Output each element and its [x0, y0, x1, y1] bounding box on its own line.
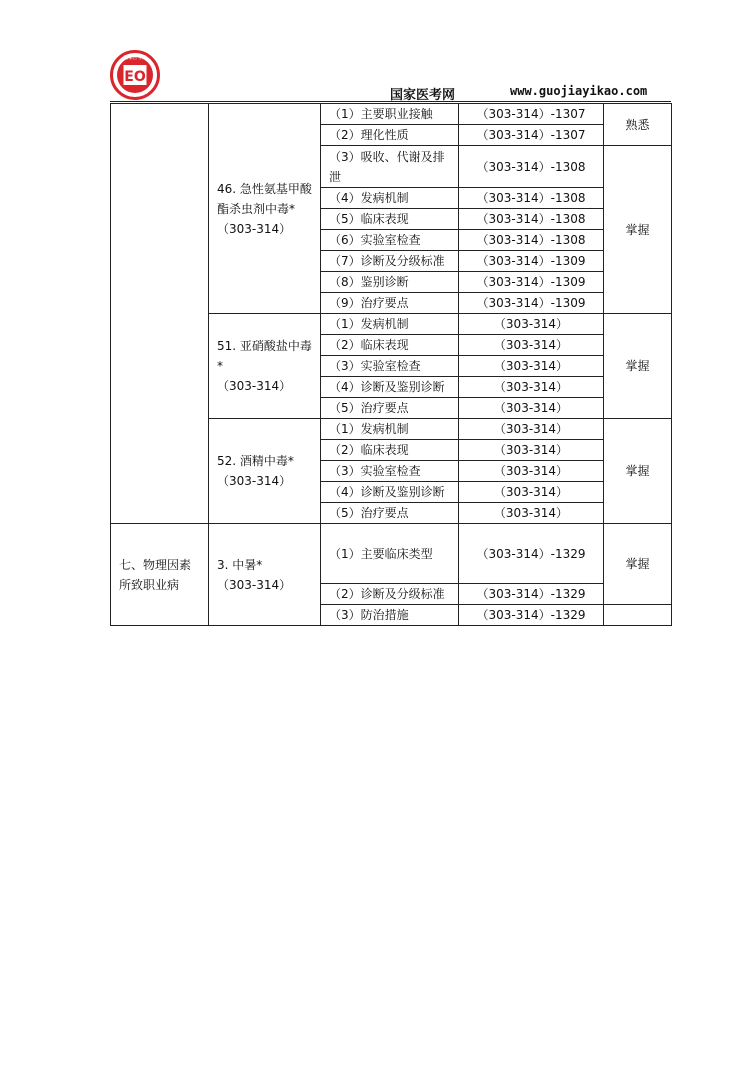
syllabus-table [110, 103, 672, 626]
logo-ring-text: 国家医考网 [123, 56, 147, 61]
requirement-cell: 掌握 [604, 524, 672, 605]
subitem-cell: （3）防治措施 [321, 605, 459, 626]
reference-cell: （303-314）-1329 [459, 605, 604, 626]
subitem-cell: （6）实验室检查 [321, 230, 459, 251]
reference-cell: （303-314） [459, 335, 604, 356]
subitem-cell: （5）治疗要点 [321, 503, 459, 524]
subitem-cell: （3）实验室检查 [321, 356, 459, 377]
reference-cell: （303-314）-1309 [459, 293, 604, 314]
reference-cell: （303-314） [459, 440, 604, 461]
subitem-cell: （2）临床表现 [321, 440, 459, 461]
reference-cell: （303-314）-1307 [459, 125, 604, 146]
site-logo [110, 50, 160, 100]
reference-cell: （303-314）-1308 [459, 209, 604, 230]
reference-cell: （303-314） [459, 461, 604, 482]
header-url: www.guojiayikao.com [510, 84, 648, 98]
reference-cell: （303-314）-1309 [459, 272, 604, 293]
item-cell [209, 314, 321, 419]
requirement-cell: 掌握 [604, 419, 672, 524]
header-site-name: 国家医考网 [390, 88, 456, 103]
reference-cell: （303-314）-1307 [459, 104, 604, 125]
item-code: （303-314） [217, 474, 292, 488]
reference-cell: （303-314） [459, 356, 604, 377]
reference-cell: （303-314）-1308 [459, 146, 604, 188]
item-title: 3. 中暑* [217, 557, 263, 572]
item-title: 52. 酒精中毒* [217, 454, 294, 468]
item-cell [209, 524, 321, 626]
logo-letters: EO [124, 69, 146, 85]
subitem-cell: （4）发病机制 [321, 188, 459, 209]
reference-cell: （303-314）-1309 [459, 251, 604, 272]
requirement-cell: 掌握 [604, 314, 672, 419]
subitem-cell: （1）主要职业接触 [321, 104, 459, 125]
unit-cell [111, 104, 209, 524]
item-title: 51. 亚硝酸盐中毒* [217, 339, 312, 373]
subitem-cell: （1）发病机制 [321, 314, 459, 335]
subitem-cell: （5）临床表现 [321, 209, 459, 230]
reference-cell: （303-314） [459, 503, 604, 524]
subitem-cell: （4）诊断及鉴别诊断 [321, 482, 459, 503]
subitem-cell: （5）治疗要点 [321, 398, 459, 419]
subitem-cell: （8）鉴别诊断 [321, 272, 459, 293]
subitem-cell: （3）实验室检查 [321, 461, 459, 482]
subitem-cell: （3）吸收、代谢及排泄 [321, 146, 459, 188]
reference-cell: （303-314）-1329 [459, 584, 604, 605]
requirement-cell: 熟悉 [604, 104, 672, 146]
subitem-cell: （2）诊断及分级标准 [321, 584, 459, 605]
requirement-cell: 掌握 [604, 146, 672, 314]
subitem-cell: （7）诊断及分级标准 [321, 251, 459, 272]
requirement-cell-empty [604, 605, 672, 626]
subitem-cell: （2）临床表现 [321, 335, 459, 356]
item-code: （303-314） [217, 221, 292, 236]
reference-cell: （303-314） [459, 398, 604, 419]
reference-cell: （303-314） [459, 482, 604, 503]
subitem-cell: （2）理化性质 [321, 125, 459, 146]
reference-cell: （303-314）-1329 [459, 524, 604, 584]
item-cell [209, 104, 321, 314]
item-code: （303-314） [217, 379, 292, 393]
reference-cell: （303-314） [459, 314, 604, 335]
subitem-cell: （1）发病机制 [321, 419, 459, 440]
item-title: 46. 急性氨基甲酸酯杀虫剂中毒* [217, 181, 312, 216]
subitem-cell: （4）诊断及鉴别诊断 [321, 377, 459, 398]
item-code: （303-314） [217, 577, 292, 592]
subitem-cell: （9）治疗要点 [321, 293, 459, 314]
reference-cell: （303-314）-1308 [459, 188, 604, 209]
reference-cell: （303-314） [459, 377, 604, 398]
reference-cell: （303-314） [459, 419, 604, 440]
item-cell [209, 419, 321, 524]
header-divider [110, 101, 671, 102]
reference-cell: （303-314）-1308 [459, 230, 604, 251]
subitem-cell: （1）主要临床类型 [321, 524, 459, 584]
unit-cell: 七、物理因素所致职业病 [111, 524, 209, 626]
